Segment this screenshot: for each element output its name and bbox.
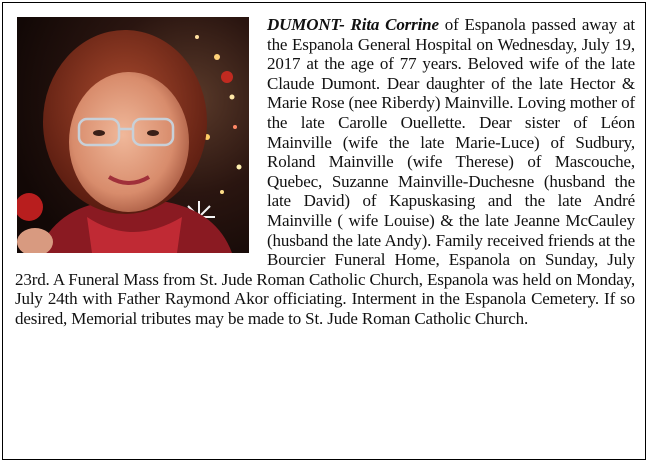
obituary-text	[3, 3, 647, 461]
obituary-body: of Espanola passed away at the Espanola General Hospital on Wednesday, July 19, 2017 at the age of 77 years. Beloved wife of the late Claude Dumont. Dear daughter of the late Hector & Marie Rose (nee Riberdy) Mainville. Loving mother of the late Carolle Ouellette. Dear sister of Léon Mainville (wife the late Marie-Luce) of Sudbury, Roland Mainville (wife Therese) of Mascouche, Quebec, Suzanne Mainville-Duchesne (husband the late David) of Kapuskasing and the late André Mainville ( wife Louise) & the late Jeanne McCauley (husband the late Andy). Family received friends at the Bourcier Funeral Home, Espanola on Sunday, July 23rd. A Funeral Mass from St. Jude Roman Catholic Church, Espanola was held on Monday, July 24th with Father Raymond Akor officiating. Interment in the Espanola Cemetery. If so desired, Memorial tributes may be made to St. Jude Roman Catholic Church.	[15, 15, 635, 328]
obituary-notice	[2, 2, 646, 460]
photo-spacer	[15, 15, 267, 259]
deceased-name: DUMONT- Rita Corrine	[267, 15, 439, 34]
